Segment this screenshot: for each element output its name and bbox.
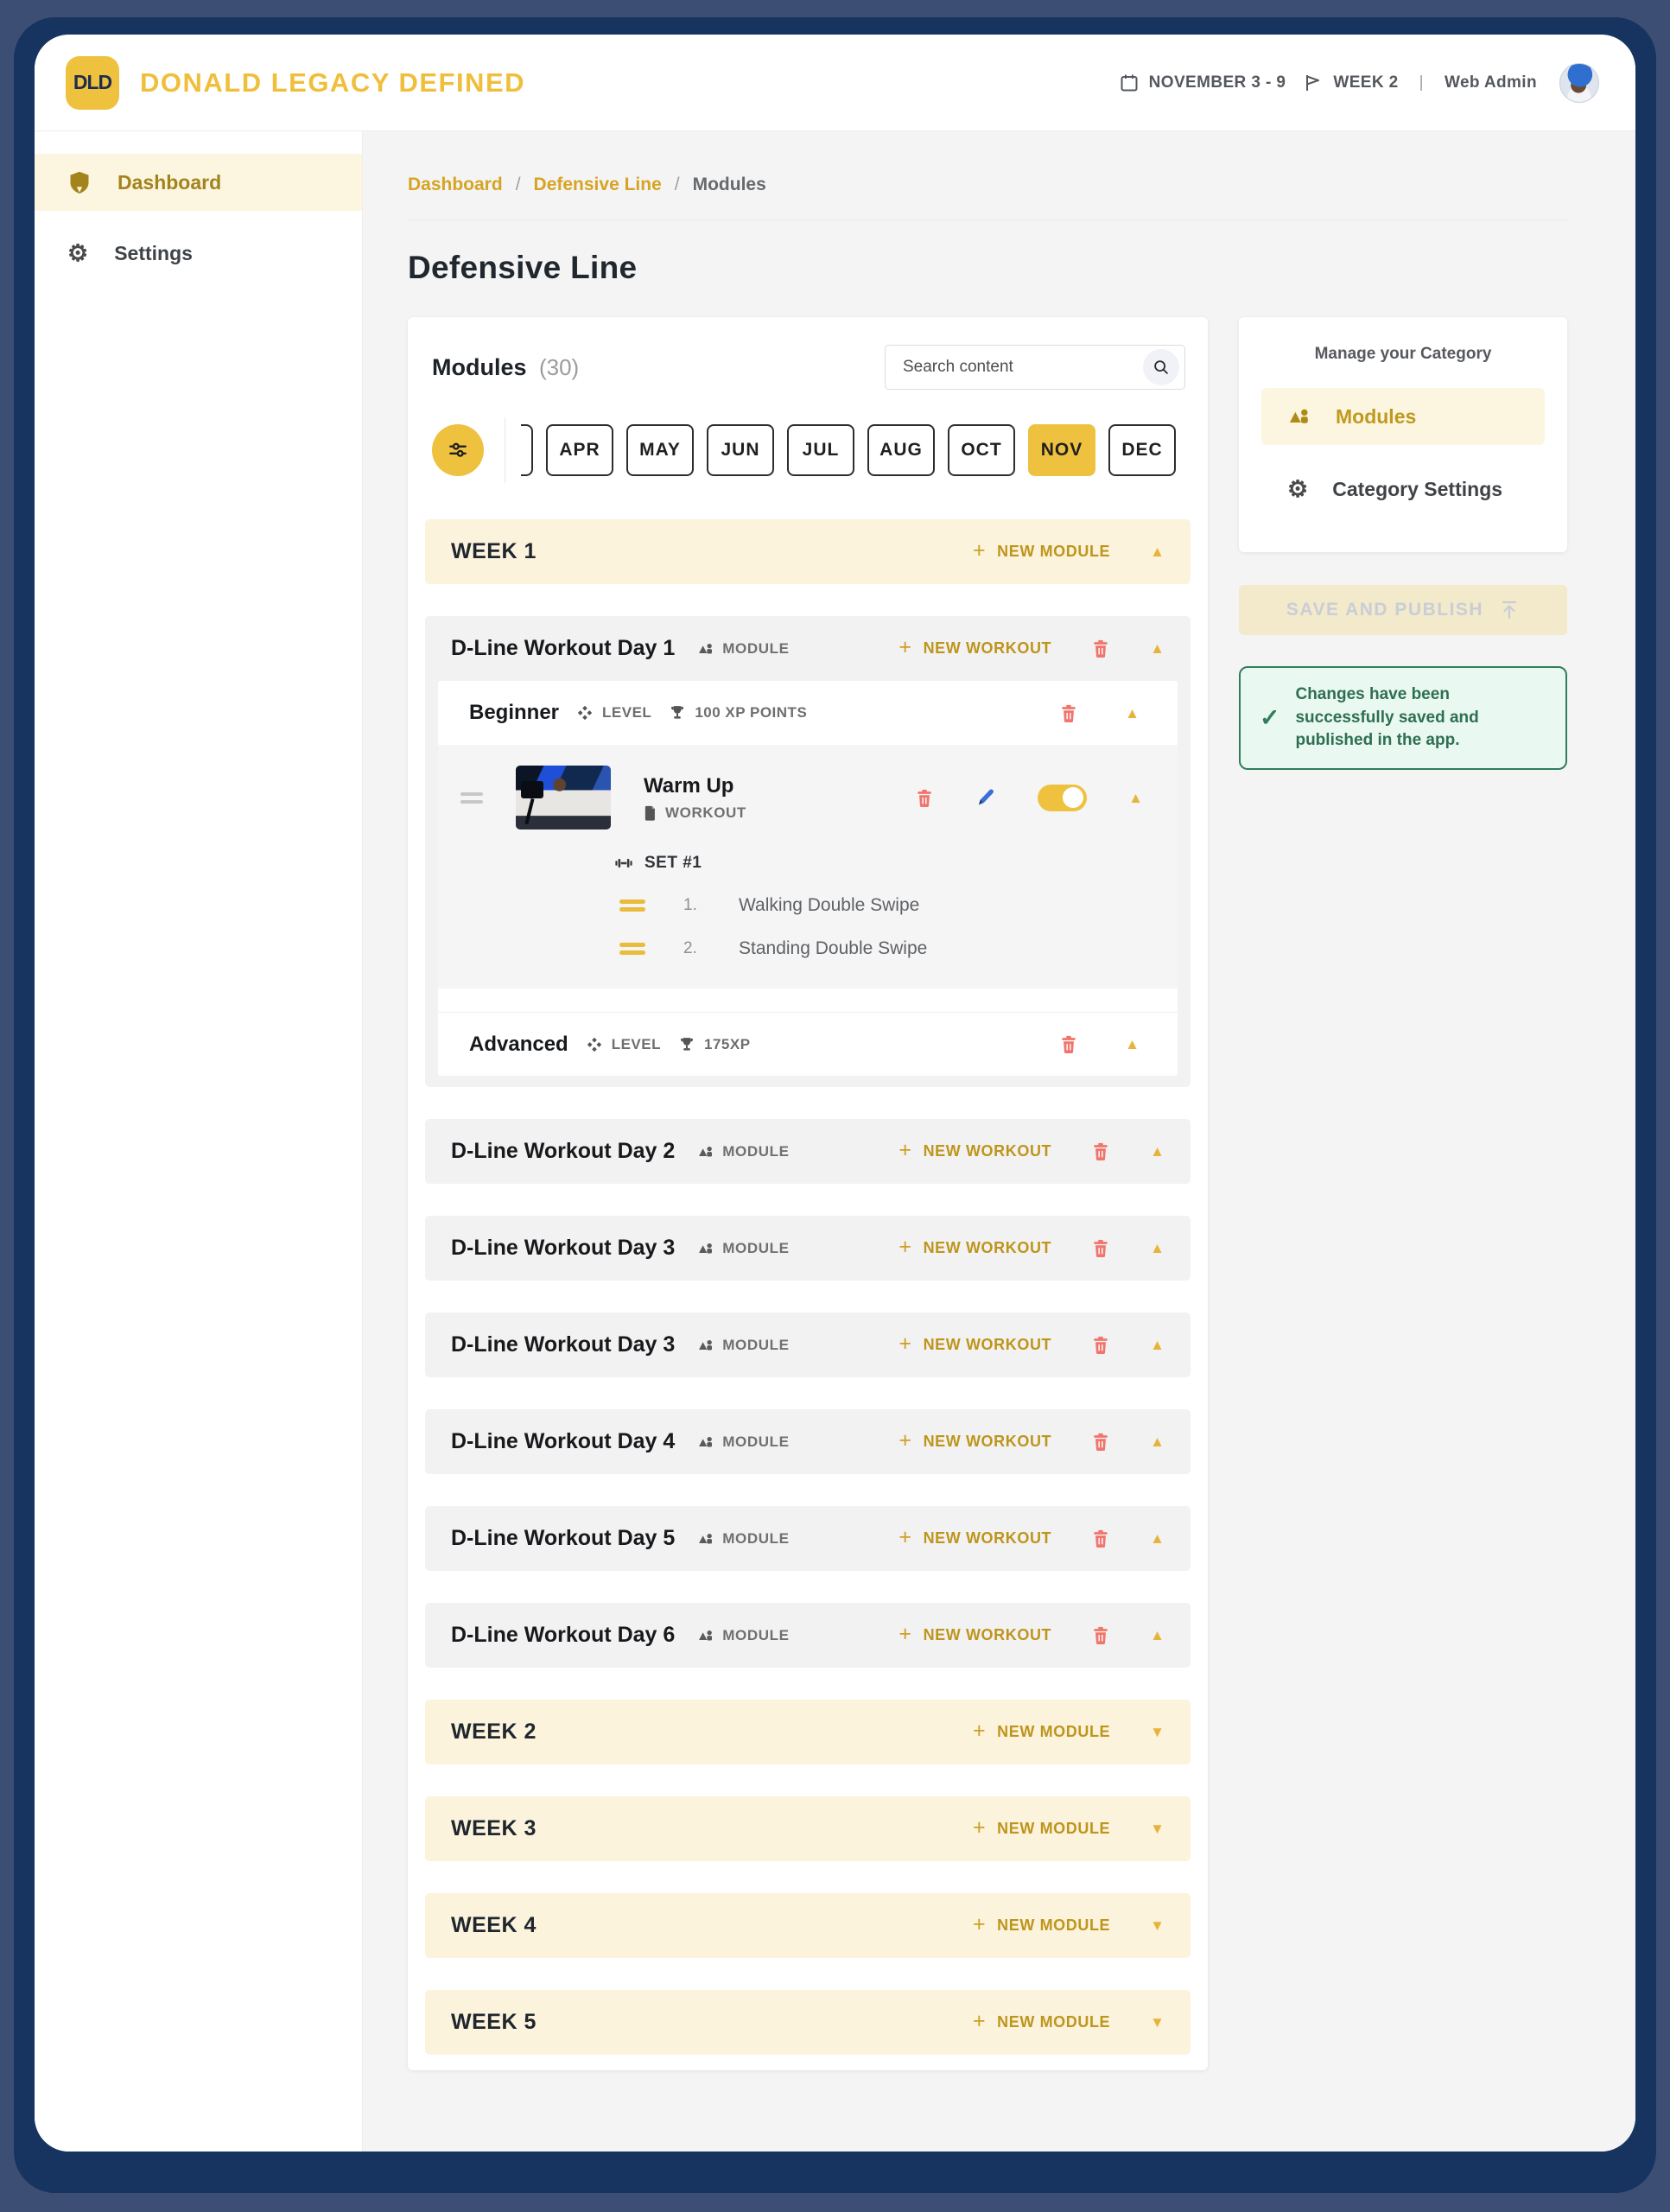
expand-chevron-down-icon[interactable]: ▼ [1150, 1821, 1165, 1837]
success-toast [1239, 666, 1567, 770]
users-icon [697, 1240, 714, 1257]
workout-row-warm-up [460, 766, 1155, 830]
collapse-chevron-up-icon[interactable]: ▲ [1125, 704, 1140, 721]
collapse-chevron-up-icon[interactable]: ▲ [1150, 543, 1165, 560]
exercise-row [614, 895, 1155, 916]
new-workout-button[interactable]: + NEW WORKOUT [898, 635, 1052, 659]
category-item-modules[interactable]: Modules [1261, 388, 1545, 445]
divider [408, 219, 1567, 220]
plus-icon: + [972, 1719, 987, 1743]
level-diamonds-icon [576, 704, 594, 721]
breadcrumb-dashboard[interactable]: Dashboard [408, 175, 503, 194]
category-item-settings[interactable]: ⚙ Category Settings [1287, 475, 1503, 502]
xp-tag: 175XP [678, 1036, 751, 1053]
main-content [363, 131, 1635, 2152]
top-header [35, 35, 1635, 131]
month-filter-bar [425, 417, 1191, 483]
header-separator: | [1419, 73, 1424, 92]
module-nested-content [438, 681, 1178, 1076]
level-name: Advanced [469, 1032, 568, 1056]
sidebar [35, 131, 363, 2152]
sidebar-item-label: Dashboard [117, 170, 222, 194]
dumbbell-icon [614, 854, 633, 873]
week-row-2[interactable]: WEEK 2 + NEW MODULE ▼ [425, 1700, 1191, 1764]
search-input[interactable] [901, 357, 1143, 378]
sidebar-item-label: Settings [114, 241, 193, 264]
month-button-aug[interactable]: AUG [867, 424, 935, 476]
dld-shield-icon [67, 170, 92, 194]
new-workout-button[interactable]: + NEW WORKOUT [898, 1428, 1052, 1452]
trash-icon[interactable] [1091, 639, 1110, 658]
collapse-chevron-up-icon[interactable]: ▲ [1150, 1240, 1165, 1256]
header-meta [1119, 63, 1599, 103]
module-tag: MODULE [697, 1240, 789, 1257]
modules-count: (30) [538, 353, 580, 380]
users-icon [697, 640, 714, 658]
workout-title: Warm Up [644, 773, 734, 798]
new-module-button[interactable]: + NEW MODULE [972, 538, 1111, 563]
module-row-day-1[interactable] [425, 616, 1191, 681]
week-label: WEEK 2 [1333, 73, 1399, 92]
new-module-button[interactable]: + NEW MODULE [972, 1815, 1111, 1840]
month-button-apr[interactable]: APR [546, 424, 613, 476]
category-panel-title: Manage your Category [1314, 345, 1492, 363]
new-module-button[interactable]: + NEW MODULE [972, 1912, 1111, 1936]
month-button-dec[interactable]: DEC [1108, 424, 1176, 476]
plus-icon: + [898, 1332, 912, 1356]
modules-title: Modules [432, 353, 527, 380]
plus-icon: + [898, 1428, 912, 1452]
breadcrumb-separator: / [515, 175, 521, 194]
users-icon [697, 1143, 714, 1160]
new-workout-button[interactable]: + NEW WORKOUT [898, 1525, 1052, 1549]
category-panel [1239, 317, 1567, 552]
breadcrumb-separator: / [674, 175, 680, 194]
exercise-row [614, 938, 1155, 959]
app-window [35, 35, 1635, 2152]
breadcrumb-current: Modules [692, 175, 766, 194]
workout-zone [438, 745, 1178, 988]
dld-logo-icon: DLD [66, 56, 119, 110]
workout-tag: WORKOUT [644, 804, 746, 822]
module-tag: MODULE [697, 1530, 789, 1548]
trash-icon[interactable] [1091, 1529, 1110, 1548]
new-workout-button[interactable]: + NEW WORKOUT [898, 1138, 1052, 1162]
trophy-icon [678, 1036, 695, 1053]
exercise-number: 2. [683, 939, 697, 957]
date-range [1119, 73, 1286, 93]
module-tag: MODULE [697, 640, 789, 658]
breadcrumb-defensive-line[interactable]: Defensive Line [533, 175, 662, 194]
search-box [885, 345, 1185, 390]
month-button-clipped[interactable] [521, 424, 533, 476]
xp-tag: 100 XP POINTS [669, 704, 807, 721]
month-button-may[interactable]: MAY [626, 424, 694, 476]
plus-icon: + [972, 2009, 987, 2033]
expand-chevron-down-icon[interactable]: ▼ [1150, 1917, 1165, 1934]
set-label: SET #1 [645, 854, 702, 872]
modules-panel [408, 317, 1208, 2070]
brand [66, 56, 525, 110]
week-row-4[interactable]: WEEK 4 + NEW MODULE ▼ [425, 1893, 1191, 1958]
level-row-advanced[interactable] [438, 1012, 1178, 1076]
trash-icon[interactable] [1091, 1625, 1110, 1645]
toast-message: Changes have been successfully saved and published in the app. [1295, 685, 1479, 750]
module-row-day-3[interactable]: D-Line Workout Day 3 MODULE + NEW WORKOUT ▲ [425, 1216, 1191, 1281]
trash-icon[interactable] [1059, 1034, 1078, 1054]
new-workout-button[interactable]: + NEW WORKOUT [898, 1622, 1052, 1646]
month-button-jun[interactable]: JUN [707, 424, 774, 476]
document-icon [644, 805, 657, 821]
exercise-name: Standing Double Swipe [739, 938, 928, 958]
module-tag: MODULE [697, 1337, 789, 1354]
plus-icon: + [898, 635, 912, 659]
trash-icon[interactable] [1091, 1432, 1110, 1452]
drag-handle[interactable] [460, 792, 483, 804]
modules-heading [432, 354, 579, 381]
collapse-chevron-up-icon[interactable]: ▲ [1150, 1337, 1165, 1353]
months-strip [521, 424, 1191, 476]
users-icon [697, 1530, 714, 1548]
module-block-day-1 [425, 616, 1191, 1087]
level-tag: LEVEL [586, 1036, 661, 1053]
level-tag: LEVEL [576, 704, 651, 721]
week-row-1[interactable] [425, 519, 1191, 584]
exercise-name: Walking Double Swipe [739, 895, 920, 915]
trophy-icon [669, 704, 686, 721]
new-module-button[interactable]: + NEW MODULE [972, 1719, 1111, 1743]
expand-chevron-down-icon[interactable]: ▼ [1150, 2014, 1165, 2031]
level-diamonds-icon [586, 1036, 603, 1053]
module-title: D-Line Workout Day 1 [451, 636, 676, 660]
plus-icon: + [898, 1622, 912, 1646]
module-row-day-6[interactable]: D-Line Workout Day 6 MODULE + NEW WORKOUT ▲ [425, 1603, 1191, 1668]
trash-icon[interactable] [915, 788, 934, 808]
week-row-5[interactable]: WEEK 5 + NEW MODULE ▼ [425, 1990, 1191, 2055]
module-tag: MODULE [697, 1627, 789, 1644]
trash-icon[interactable] [1091, 1238, 1110, 1258]
level-row-beginner[interactable] [438, 681, 1178, 745]
filter-button[interactable] [432, 424, 484, 476]
trash-icon[interactable] [1059, 703, 1078, 723]
users-icon [697, 1433, 714, 1451]
exercise-number: 1. [683, 896, 697, 914]
plus-icon: + [972, 538, 987, 563]
search-icon[interactable] [1143, 349, 1179, 385]
new-module-button[interactable]: + NEW MODULE [972, 2009, 1111, 2033]
collapse-chevron-up-icon[interactable]: ▲ [1150, 1143, 1165, 1160]
drag-handle[interactable] [619, 899, 645, 912]
collapse-chevron-up-icon[interactable]: ▲ [1150, 1433, 1165, 1450]
plus-icon: + [898, 1525, 912, 1549]
enabled-toggle-on[interactable] [1038, 785, 1087, 811]
new-workout-button[interactable]: + NEW WORKOUT [898, 1332, 1052, 1356]
expand-chevron-down-icon[interactable]: ▼ [1150, 1724, 1165, 1740]
month-button-nov-selected[interactable]: NOV [1028, 424, 1095, 476]
check-icon: ✓ [1260, 703, 1280, 731]
week-indicator [1303, 73, 1398, 93]
breadcrumb [408, 175, 1567, 195]
level-name: Beginner [469, 701, 560, 724]
trash-icon[interactable] [1091, 1141, 1110, 1161]
module-row-day-3b[interactable]: D-Line Workout Day 3 MODULE + NEW WORKOUT ▲ [425, 1313, 1191, 1377]
edit-pencil-icon[interactable] [975, 787, 996, 808]
sidebar-item-dashboard[interactable] [35, 154, 362, 211]
month-button-oct[interactable]: OCT [948, 424, 1015, 476]
drag-handle[interactable] [619, 943, 645, 955]
calendar-icon [1119, 73, 1140, 93]
month-button-jul[interactable]: JUL [787, 424, 854, 476]
module-row-day-5[interactable]: D-Line Workout Day 5 MODULE + NEW WORKOUT ▲ [425, 1506, 1191, 1571]
date-range-label: NOVEMBER 3 - 9 [1148, 73, 1286, 92]
sidebar-item-settings[interactable] [35, 225, 362, 282]
collapse-chevron-up-icon[interactable]: ▲ [1150, 1627, 1165, 1643]
collapse-chevron-up-icon[interactable]: ▲ [1128, 789, 1143, 806]
module-tag: MODULE [697, 1143, 789, 1160]
user-avatar[interactable] [1559, 63, 1599, 103]
set-block [614, 854, 1155, 959]
collapse-chevron-up-icon[interactable]: ▲ [1150, 640, 1165, 657]
page-title: Defensive Line [408, 250, 638, 285]
users-icon [697, 1627, 714, 1644]
module-row-day-4[interactable]: D-Line Workout Day 4 MODULE + NEW WORKOUT ▲ [425, 1409, 1191, 1474]
new-workout-button[interactable]: + NEW WORKOUT [898, 1235, 1052, 1259]
week-label: WEEK 1 [451, 539, 537, 563]
trash-icon[interactable] [1091, 1335, 1110, 1355]
plus-icon: + [898, 1235, 912, 1259]
publish-arrow-icon [1499, 600, 1520, 620]
plus-icon: + [972, 1912, 987, 1936]
user-role-label: Web Admin [1444, 73, 1537, 92]
plus-icon: + [972, 1815, 987, 1840]
collapse-chevron-up-icon[interactable]: ▲ [1125, 1036, 1140, 1052]
workout-thumbnail[interactable] [516, 766, 611, 830]
flag-icon [1303, 73, 1324, 93]
save-and-publish-button[interactable]: SAVE AND PUBLISH [1239, 585, 1567, 635]
brand-title: DONALD LEGACY DEFINED [140, 67, 526, 98]
gear-icon: ⚙ [1287, 475, 1309, 502]
users-icon [697, 1337, 714, 1354]
module-tag: MODULE [697, 1433, 789, 1451]
plus-icon: + [898, 1138, 912, 1162]
users-icon [1287, 404, 1311, 429]
module-row-day-2[interactable]: D-Line Workout Day 2 MODULE + NEW WORKOUT ▲ [425, 1119, 1191, 1184]
collapse-chevron-up-icon[interactable]: ▲ [1150, 1530, 1165, 1547]
gear-icon: ⚙ [67, 239, 89, 266]
week-row-3[interactable]: WEEK 3 + NEW MODULE ▼ [425, 1796, 1191, 1861]
sliders-icon [447, 439, 469, 461]
